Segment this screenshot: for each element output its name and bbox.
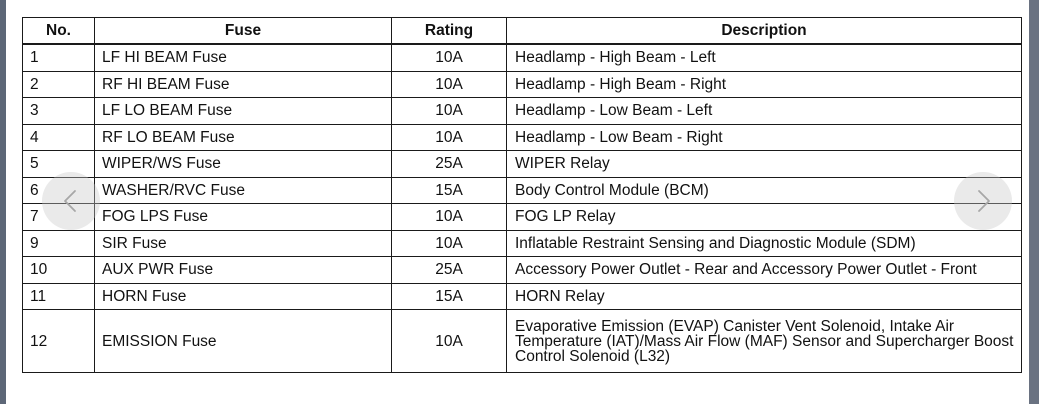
table-row [23, 44, 1022, 71]
cell-rating: 10A [392, 98, 507, 125]
cell-fuse: WASHER/RVC Fuse [95, 177, 392, 204]
cell-fuse: HORN Fuse [95, 283, 392, 310]
cell-description: Body Control Module (BCM) [507, 177, 1022, 204]
cell-fuse: AUX PWR Fuse [95, 257, 392, 284]
cell-no: 6 [23, 177, 95, 204]
cell-rating: 15A [392, 283, 507, 310]
header-no: No. [23, 18, 95, 45]
cell-fuse: SIR Fuse [95, 230, 392, 257]
cell-rating: 10A [392, 44, 507, 71]
table-header-row [23, 18, 1022, 45]
cell-description: FOG LP Relay [507, 204, 1022, 231]
cell-description: HORN Relay [507, 283, 1022, 310]
cell-no: 3 [23, 98, 95, 125]
viewer-frame-right [1029, 0, 1039, 404]
table-row [23, 151, 1022, 178]
cell-description: Evaporative Emission (EVAP) Canister Vent Solenoid, Intake Air Temperature (IAT)/Mass Air Flow (MAF) Sensor and Supercharger Boost Control Solenoid (L32) [507, 310, 1022, 373]
cell-description: WIPER Relay [507, 151, 1022, 178]
chevron-right-icon [954, 172, 1012, 230]
cell-rating: 25A [392, 257, 507, 284]
cell-fuse: LF HI BEAM Fuse [95, 44, 392, 71]
cell-rating: 10A [392, 124, 507, 151]
cell-description: Headlamp - High Beam - Right [507, 71, 1022, 98]
cell-description: Inflatable Restraint Sensing and Diagnostic Module (SDM) [507, 230, 1022, 257]
cell-description: Accessory Power Outlet - Rear and Accessory Power Outlet - Front [507, 257, 1022, 284]
cell-rating: 10A [392, 230, 507, 257]
cell-no: 1 [23, 44, 95, 71]
cell-rating: 25A [392, 151, 507, 178]
table-row [23, 230, 1022, 257]
cell-no: 7 [23, 204, 95, 231]
next-page-button[interactable] [954, 172, 1012, 230]
cell-rating: 10A [392, 204, 507, 231]
cell-fuse: RF HI BEAM Fuse [95, 71, 392, 98]
header-description: Description [507, 18, 1022, 45]
header-rating: Rating [392, 18, 507, 45]
cell-no: 10 [23, 257, 95, 284]
cell-rating: 10A [392, 71, 507, 98]
table-row [23, 124, 1022, 151]
header-fuse: Fuse [95, 18, 392, 45]
cell-fuse: EMISSION Fuse [95, 310, 392, 373]
cell-description: Headlamp - Low Beam - Right [507, 124, 1022, 151]
cell-no: 4 [23, 124, 95, 151]
cell-no: 9 [23, 230, 95, 257]
chevron-left-icon [42, 172, 100, 230]
table-row [23, 177, 1022, 204]
previous-page-button[interactable] [42, 172, 100, 230]
cell-rating: 10A [392, 310, 507, 373]
table-row [23, 310, 1022, 373]
fuse-table [22, 17, 1022, 373]
table-row [23, 71, 1022, 98]
cell-no: 5 [23, 151, 95, 178]
cell-no: 11 [23, 283, 95, 310]
document-viewer [6, 0, 1029, 404]
table-row [23, 204, 1022, 231]
table-row [23, 98, 1022, 125]
table-row [23, 257, 1022, 284]
cell-fuse: RF LO BEAM Fuse [95, 124, 392, 151]
cell-description: Headlamp - Low Beam - Left [507, 98, 1022, 125]
cell-rating: 15A [392, 177, 507, 204]
cell-no: 12 [23, 310, 95, 373]
table-row [23, 283, 1022, 310]
cell-fuse: LF LO BEAM Fuse [95, 98, 392, 125]
cell-fuse: FOG LPS Fuse [95, 204, 392, 231]
cell-description: Headlamp - High Beam - Left [507, 44, 1022, 71]
cell-fuse: WIPER/WS Fuse [95, 151, 392, 178]
cell-no: 2 [23, 71, 95, 98]
